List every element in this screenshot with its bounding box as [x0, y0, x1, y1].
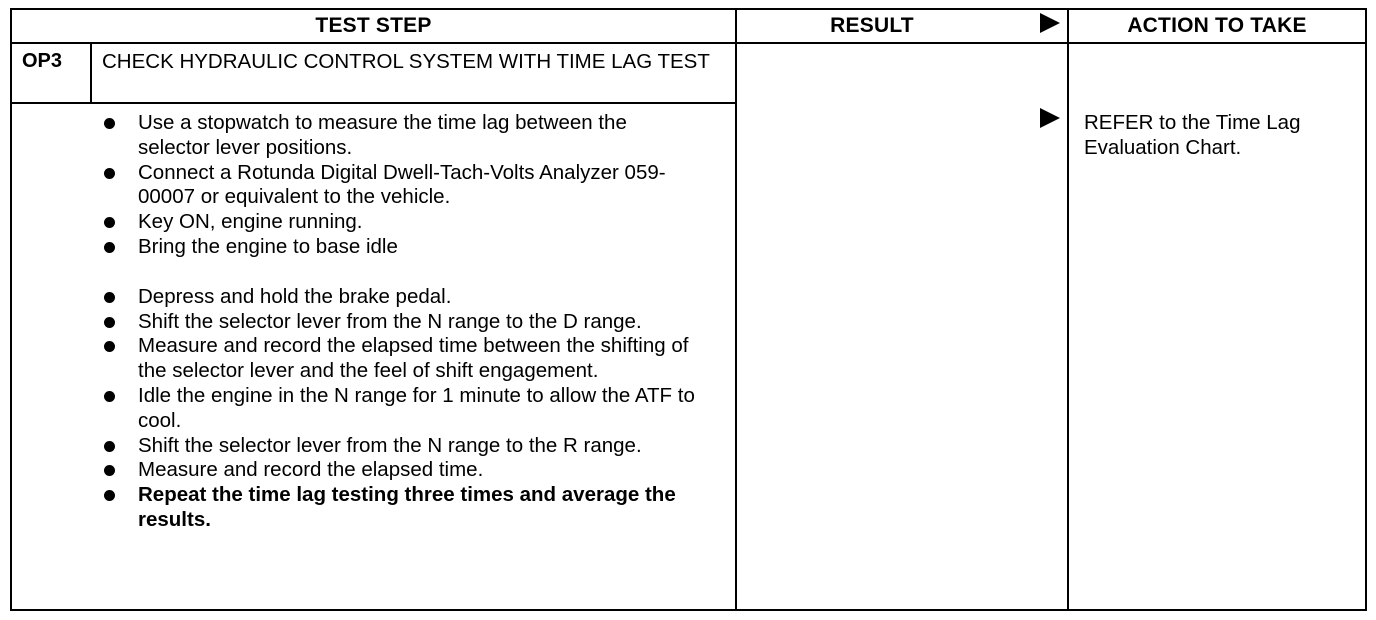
bullet-icon — [104, 168, 115, 179]
action-text: REFER to the Time Lag Evaluation Chart. — [1084, 111, 1301, 159]
header-bottom-border — [10, 42, 1367, 44]
instruction-text: Connect a Rotunda Digital Dwell-Tach-Volts Analyzer 059-00007 or equivalent to the vehicle. — [138, 160, 666, 209]
bullet-icon — [104, 441, 115, 452]
bullet-icon — [104, 317, 115, 328]
table-right-border — [1365, 8, 1367, 611]
result-column-divider — [1067, 8, 1069, 611]
instruction-item — [0, 384, 698, 434]
instruction-list — [0, 111, 740, 533]
instruction-item — [0, 434, 698, 459]
bullet-icon — [104, 465, 115, 476]
instruction-item — [0, 334, 698, 384]
instruction-text: Bring the engine to base idle — [138, 234, 398, 258]
instruction-item — [0, 161, 698, 211]
table-bottom-border — [10, 609, 1367, 611]
instruction-text: Measure and record the elapsed time. — [138, 458, 484, 482]
instruction-item — [0, 310, 698, 335]
instruction-item — [0, 483, 698, 533]
header-arrow-icon — [1040, 13, 1060, 33]
instruction-item — [0, 111, 698, 161]
instruction-text: Key ON, engine running. — [138, 210, 363, 234]
instruction-text: Use a stopwatch to measure the time lag between the selector lever positions. — [138, 111, 627, 159]
result-header: RESULT — [830, 14, 914, 37]
instruction-text: Shift the selector lever from the N range to the R range. — [138, 433, 642, 457]
step-title-bottom-border — [10, 102, 737, 104]
instruction-text: Repeat the time lag testing three times and average the results. — [138, 483, 676, 531]
action-arrow-icon — [1040, 108, 1060, 128]
instruction-item — [0, 235, 698, 260]
instruction-item — [0, 285, 698, 310]
bullet-icon — [104, 217, 115, 228]
step-title: CHECK HYDRAULIC CONTROL SYSTEM WITH TIME LAG TEST — [102, 50, 710, 73]
bullet-icon — [104, 391, 115, 402]
test-step-header: TEST STEP — [315, 14, 432, 37]
bullet-icon — [104, 490, 115, 501]
instruction-text: Measure and record the elapsed time between the shifting of the selector lever and the feel of shift engagement. — [138, 334, 689, 383]
bullet-icon — [104, 242, 115, 253]
action-to-take-header: ACTION TO TAKE — [1127, 14, 1307, 37]
instruction-item — [0, 458, 698, 483]
step-id: OP3 — [22, 50, 63, 72]
instruction-text: Shift the selector lever from the N range to the D range. — [138, 309, 642, 333]
step-id-divider — [90, 42, 92, 104]
bullet-icon — [104, 341, 115, 352]
instruction-text: Idle the engine in the N range for 1 minute to allow the ATF to cool. — [138, 383, 695, 432]
bullet-icon — [104, 292, 115, 303]
instruction-text: Depress and hold the brake pedal. — [138, 284, 452, 308]
instruction-item — [0, 210, 698, 235]
bullet-icon — [104, 118, 115, 129]
